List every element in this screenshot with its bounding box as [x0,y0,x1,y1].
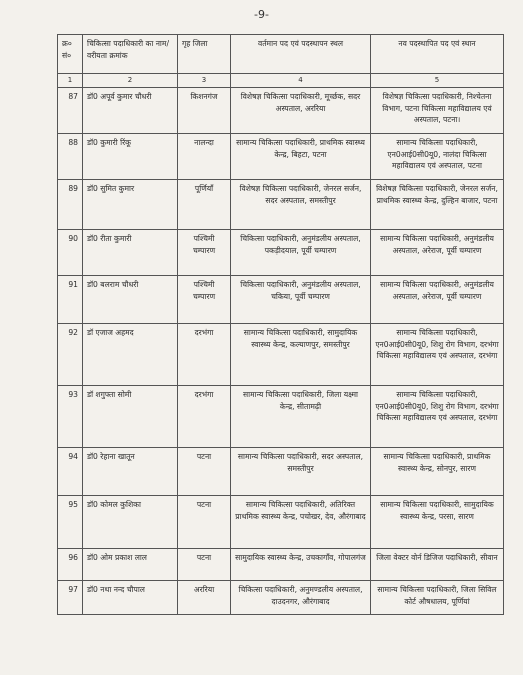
row-serial-number: 91 [58,275,83,323]
row-new-post: सामान्य चिकित्सा पदाधिकारी, अनुमंडलीय अस्पताल, अरेराज, पूर्वी चम्पारण [371,229,504,275]
row-officer-name: डॉ0 रीता कुमारी [83,229,178,275]
row-serial-number: 92 [58,323,83,385]
row-current-post: सामान्य चिकित्सा पदाधिकारी, प्राथमिक स्वास्थ्य केन्द्र, बिहटा, पटना [231,133,371,179]
row-current-post: विशेषज्ञ चिकित्सा पदाधिकारी, मूर्च्छक, सदर अस्पताल, अररिया [231,87,371,133]
row-current-post: विशेषज्ञ चिकित्सा पदाधिकारी, जेनरल सर्जन, सदर अस्पताल, समस्तीपुर [231,179,371,229]
row-home-district: पूर्णियाँ [178,179,231,229]
row-officer-name: डॉ0 कोमल कुशिका [83,495,178,548]
table-row [58,323,504,385]
header-officer-name: चिकित्सा पदाधिकारी का नाम/वरीयता क्रमांक [83,35,178,74]
row-officer-name: डॉ0 कुमारी रिंकू [83,133,178,179]
row-serial-number: 90 [58,229,83,275]
row-serial-number: 95 [58,495,83,548]
table-row [58,580,504,614]
row-home-district: पटना [178,548,231,580]
row-current-post: सामान्य चिकित्सा पदाधिकारी, सदर अस्पताल, समस्तीपुर [231,447,371,495]
row-serial-number: 96 [58,548,83,580]
column-number: 1 [58,74,83,88]
row-current-post: सामान्य चिकित्सा पदाधिकारी, जिला यक्ष्मा केन्द्र, सीतामढ़ी [231,385,371,447]
row-new-post: सामान्य चिकित्सा पदाधिकारी, अनुमंडलीय अस्पताल, अरेराज, पूर्वी चम्पारण [371,275,504,323]
table-row [58,229,504,275]
row-home-district: पटना [178,447,231,495]
row-new-post: सामान्य चिकित्सा पदाधिकारी, एन0आई0सी0यू0, शिशु रोग विभाग, दरभंगा चिकित्सा महाविद्यालय एवं अस्पताल, दरभंगा [371,323,504,385]
row-home-district: पश्चिमी चम्पारण [178,275,231,323]
page-number: -9- [254,8,269,21]
column-number: 3 [178,74,231,88]
row-serial-number: 89 [58,179,83,229]
row-home-district: किशनगंज [178,87,231,133]
row-home-district: अररिया [178,580,231,614]
row-new-post: जिला वेक्टर वोर्न डिजिज पदाधिकारी, सीवान [371,548,504,580]
row-new-post: विशेषज्ञ चिकित्सा पदाधिकारी, निश्चेतना विभाग, पटना चिकित्सा महाविद्यालय एवं अस्पताल, पटना। [371,87,504,133]
row-officer-name: डॉ0 बलराम चौधरी [83,275,178,323]
row-new-post: सामान्य चिकित्सा पदाधिकारी, जिला सिविल कोर्ट औषधालय, पूर्णियां [371,580,504,614]
row-officer-name: डॉ0 नथा नन्द चौपाल [83,580,178,614]
column-number-row [58,74,504,88]
row-officer-name: डॉ0 अपूर्व कुमार चौधरी [83,87,178,133]
table-row [58,385,504,447]
row-serial-number: 87 [58,87,83,133]
header-serial-number: क्र० सं० [58,35,83,74]
row-serial-number: 88 [58,133,83,179]
table-row [58,495,504,548]
row-officer-name: डॉ0 ओम प्रकाश लाल [83,548,178,580]
row-current-post: चिकित्सा पदाधिकारी, अनुमण्डलीय अस्पताल, दाउदनगर, औरंगाबाद [231,580,371,614]
column-number: 5 [371,74,504,88]
row-new-post: विशेषज्ञ चिकित्सा पदाधिकारी, जेनरल सर्जन, प्राथमिक स्वास्थ्य केन्द्र, दुल्हिन बाजार, पटना [371,179,504,229]
column-number: 4 [231,74,371,88]
table-row [58,548,504,580]
table-row [58,133,504,179]
row-current-post: सामुदायिक स्वास्थ्य केन्द्र, उचकागाँव, गोपालगंज [231,548,371,580]
row-new-post: सामान्य चिकित्सा पदाधिकारी, एन0आई0सी0यू0, नालंदा चिकित्सा महाविद्यालय एवं अस्पताल, पटना [371,133,504,179]
row-home-district: दरभंगा [178,323,231,385]
header-home-district: गृह जिला [178,35,231,74]
row-officer-name: डॉ0 रेहाना खातून [83,447,178,495]
row-current-post: चिकित्सा पदाधिकारी, अनुमंडलीय अस्पताल, पकड़ीदयाल, पूर्वी चम्पारण [231,229,371,275]
header-current-post: वर्तमान पद एवं पदस्थापन स्थल [231,35,371,74]
row-new-post: सामान्य चिकित्सा पदाधिकारी, सामुदायिक स्वास्थ्य केन्द्र, परसा, सारण [371,495,504,548]
row-new-post: सामान्य चिकित्सा पदाधिकारी, प्राथमिक स्वास्थ्य केन्द्र, सोनपुर, सारण [371,447,504,495]
row-officer-name: डॉ एजाज अहमद [83,323,178,385]
row-current-post: सामान्य चिकित्सा पदाधिकारी, सामुदायिक स्वास्थ्य केन्द्र, कल्याणपुर, समस्तीपुर [231,323,371,385]
row-home-district: पश्चिमी चम्पारण [178,229,231,275]
row-officer-name: डॉ0 सुमित कुमार [83,179,178,229]
row-serial-number: 94 [58,447,83,495]
row-new-post: सामान्य चिकित्सा पदाधिकारी, एन0आई0सी0यू0, शिशु रोग विभाग, दरभंगा चिकित्सा महाविद्यालय एवं अस्पताल, दरभंगा [371,385,504,447]
table-row [58,447,504,495]
table-row [58,275,504,323]
row-home-district: दरभंगा [178,385,231,447]
header-row [58,35,504,74]
row-serial-number: 97 [58,580,83,614]
row-home-district: पटना [178,495,231,548]
row-current-post: चिकित्सा पदाधिकारी, अनुमंडलीय अस्पताल, चकिया, पूर्वी चम्पारण [231,275,371,323]
header-new-post: नव पदस्थापित पद एवं स्थान [371,35,504,74]
row-officer-name: डॉ शगुफ्ता सोमी [83,385,178,447]
table-row [58,179,504,229]
table-row [58,87,504,133]
row-serial-number: 93 [58,385,83,447]
row-home-district: नालन्दा [178,133,231,179]
column-number: 2 [83,74,178,88]
posting-table [57,34,504,615]
row-current-post: सामान्य चिकित्सा पदाधिकारी, अतिरिक्त प्राथमिक स्वास्थ्य केन्द्र, पचोखर, देव, औरंगाबाद [231,495,371,548]
